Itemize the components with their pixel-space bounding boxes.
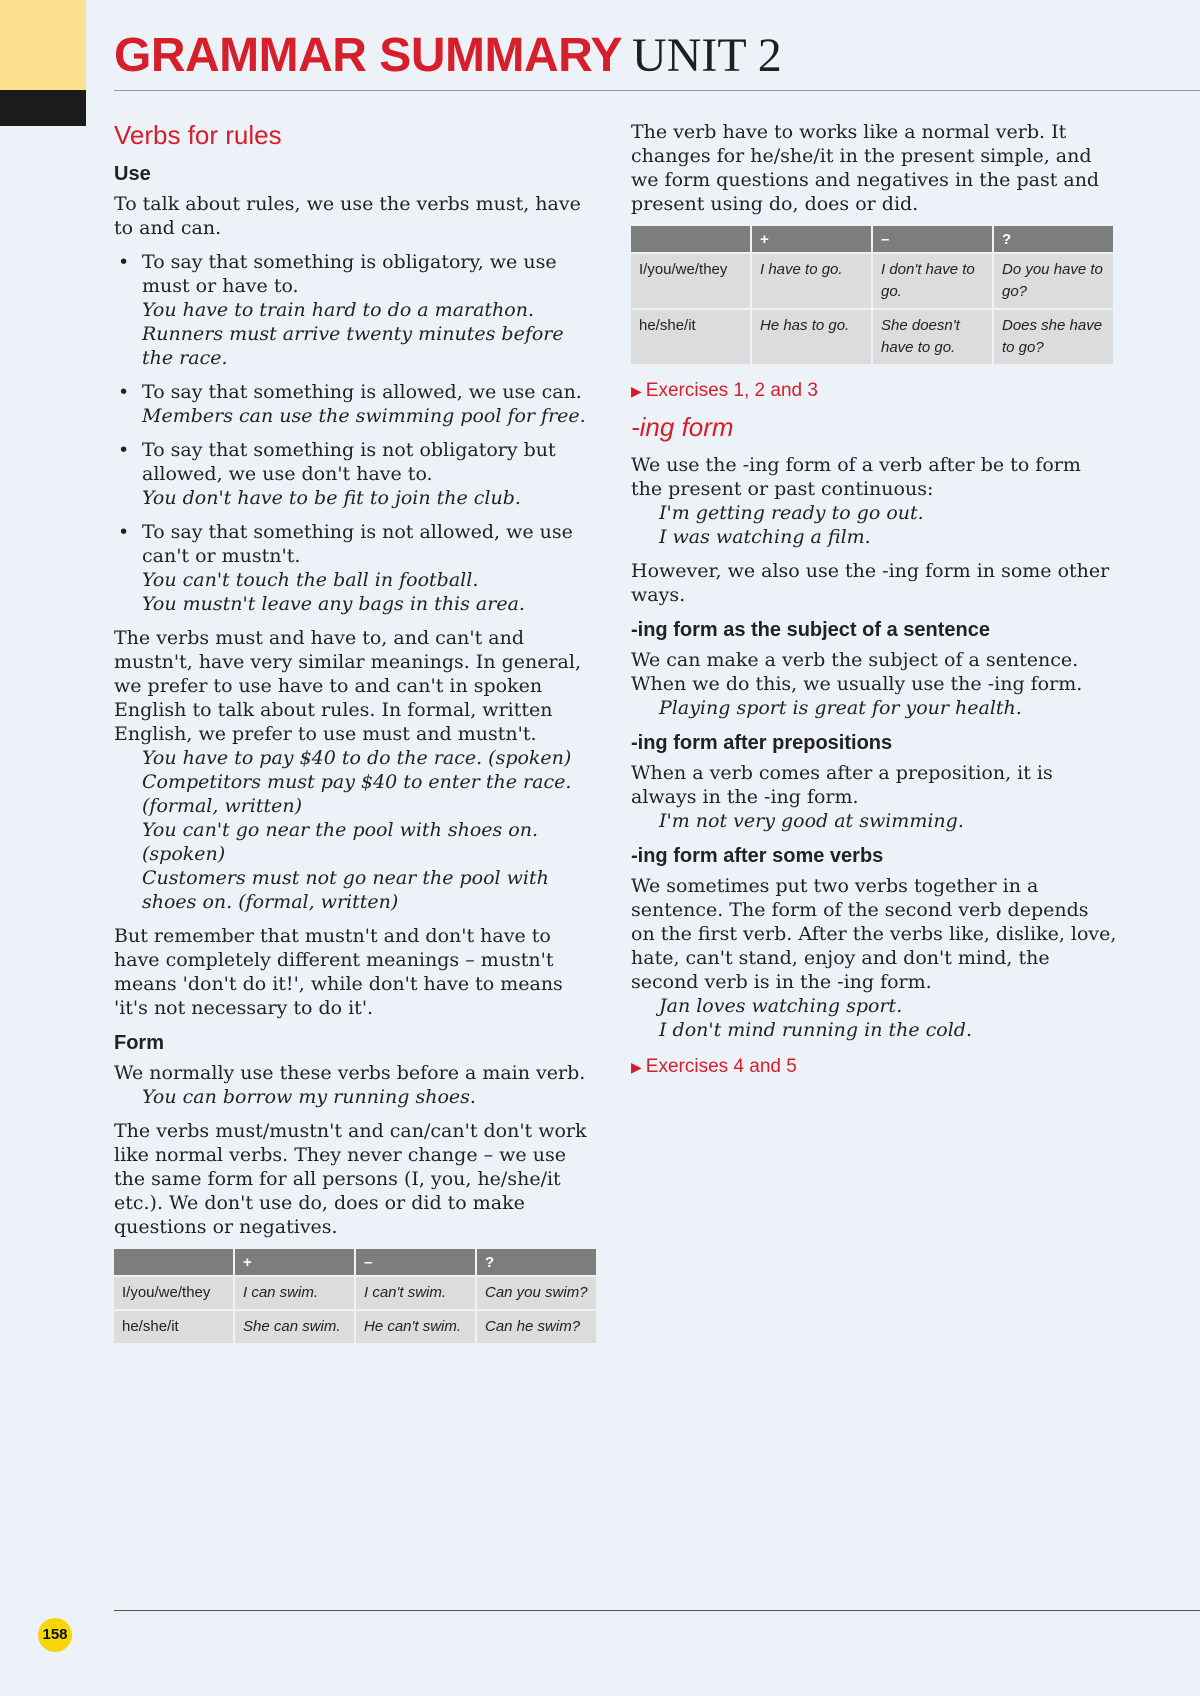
table-header-cell: + (752, 226, 871, 252)
bullet-example: You can't touch the ball in football. (142, 569, 479, 591)
exercises-link-2[interactable] (631, 1056, 1118, 1078)
corner-yellow-block (0, 0, 86, 90)
corner-black-block (0, 90, 86, 126)
bullet-example: You have to train hard to do a marathon. (142, 299, 535, 321)
header-divider (114, 90, 1200, 91)
table-cell: She can swim. (235, 1311, 354, 1343)
page-number-badge: 158 (38, 1618, 72, 1652)
table-cell: he/she/it (114, 1311, 233, 1343)
table-cell: Does she have to go? (994, 310, 1113, 364)
some-verbs-heading: -ing form after some verbs (631, 845, 884, 867)
table-header-cell (631, 226, 750, 252)
bullet-text: To say that something is not obligatory but allowed, we use don't have to. (142, 439, 556, 485)
bullet-not-obligatory (114, 438, 596, 510)
prepositions-heading: -ing form after prepositions (631, 732, 893, 754)
table-cell: he/she/it (631, 310, 750, 364)
subject-text: We can make a verb the subject of a sentence. When we do this, we usually use the -ing form. (631, 649, 1083, 695)
triangle-icon: ▶ (631, 1059, 642, 1075)
example-line: Customers must not go near the pool with shoes on. (formal, written) (142, 867, 549, 913)
bullet-example: Runners must arrive twenty minutes before the race. (142, 323, 564, 369)
table-header-row (114, 1249, 596, 1275)
table-cell: Can you swim? (477, 1277, 596, 1309)
header-title: GRAMMAR SUMMARY (114, 29, 623, 82)
right-column (631, 120, 1118, 1088)
have-to-paragraph: The verb have to works like a normal verb. It changes for he/she/it in the present simple, and we form questions and negatives in the past and present using do, does or did. (631, 121, 1100, 215)
can-grammar-table (112, 1247, 598, 1345)
bullet-example: You don't have to be fit to join the club. (142, 487, 521, 509)
prepositions-text: When a verb comes after a preposition, it is always in the -ing form. (631, 762, 1053, 808)
have-to-grammar-table (629, 224, 1115, 366)
form-example: You can borrow my running shoes. (142, 1086, 476, 1108)
form-text-2: The verbs must/mustn't and can/can't don't work like normal verbs. They never change – we use the same form for all persons (I, you, he/she/it etc.). We don't use do, does or did to make questions or negatives. (114, 1120, 587, 1238)
table-header-cell (114, 1249, 233, 1275)
table-cell: She doesn't have to go. (873, 310, 992, 364)
table-cell: I don't have to go. (873, 254, 992, 308)
table-cell: I/you/we/they (631, 254, 750, 308)
example-line: Jan loves watching sport. (659, 995, 903, 1017)
example-line: I'm not very good at swimming. (659, 810, 964, 832)
similar-meanings-paragraph: The verbs must and have to, and can't and mustn't, have very similar meanings. In general, we prefer to use have to and can't in spoken English to talk about rules. In formal, written English, we prefer to use must and mustn't. (114, 627, 582, 745)
table-header-cell: + (235, 1249, 354, 1275)
use-heading: Use (114, 163, 151, 185)
table-cell: I/you/we/they (114, 1277, 233, 1309)
rules-bullet-list (114, 250, 596, 616)
table-cell: Can he swim? (477, 1311, 596, 1343)
exercises-link-1[interactable] (631, 380, 1118, 402)
bullet-allowed (114, 380, 596, 428)
ing-other-ways: However, we also use the -ing form in some other ways. (631, 560, 1110, 606)
use-intro: To talk about rules, we use the verbs must, have to and can. (114, 193, 581, 239)
table-cell: He has to go. (752, 310, 871, 364)
footer-divider (114, 1610, 1200, 1611)
subject-heading: -ing form as the subject of a sentence (631, 619, 990, 641)
example-line: I don't mind running in the cold. (659, 1019, 972, 1041)
triangle-icon: ▶ (631, 383, 642, 399)
left-column (114, 116, 596, 1355)
section-title-verbs-for-rules: Verbs for rules (114, 120, 282, 150)
bullet-example: Members can use the swimming pool for free. (142, 405, 586, 427)
form-heading: Form (114, 1032, 164, 1054)
example-line: I'm getting ready to go out. (659, 502, 924, 524)
some-verbs-text: We sometimes put two verbs together in a sentence. The form of the second verb depends on the first verb. After the verbs like, dislike, love, hate, can't stand, enjoy and don't mind, the second verb is in the -ing form. (631, 875, 1117, 993)
table-cell: I can swim. (235, 1277, 354, 1309)
bullet-example: You mustn't leave any bags in this area. (142, 593, 525, 615)
bullet-obligatory (114, 250, 596, 370)
table-row (631, 254, 1113, 308)
table-cell: Do you have to go? (994, 254, 1113, 308)
page-header (114, 28, 782, 83)
header-unit: UNIT 2 (632, 29, 782, 82)
table-row (631, 310, 1113, 364)
remember-paragraph: But remember that mustn't and don't have to have completely different meanings – mustn't means 'don't do it!', while don't have to means 'it's not necessary to do it'. (114, 925, 563, 1019)
table-header-cell: – (873, 226, 992, 252)
bullet-text: To say that something is not allowed, we use can't or mustn't. (142, 521, 573, 567)
bullet-not-allowed (114, 520, 596, 616)
table-cell: He can't swim. (356, 1311, 475, 1343)
table-header-cell: – (356, 1249, 475, 1275)
ing-intro: We use the -ing form of a verb after be to form the present or past continuous: (631, 454, 1081, 500)
table-cell: I have to go. (752, 254, 871, 308)
bullet-text: To say that something is obligatory, we use must or have to. (142, 251, 557, 297)
example-line: You can't go near the pool with shoes on. (spoken) (142, 819, 539, 865)
exercises-link-label: Exercises 1, 2 and 3 (645, 380, 818, 401)
example-line: You have to pay $40 to do the race. (spoken) (142, 747, 572, 769)
table-header-cell: ? (477, 1249, 596, 1275)
table-header-row (631, 226, 1113, 252)
section-title-ing-form: -ing form (631, 412, 734, 442)
example-line: I was watching a film. (659, 526, 871, 548)
bullet-text: To say that something is allowed, we use can. (142, 381, 582, 403)
form-text: We normally use these verbs before a main verb. (114, 1062, 586, 1084)
table-row (114, 1277, 596, 1309)
exercises-link-label: Exercises 4 and 5 (645, 1056, 797, 1077)
example-line: Competitors must pay $40 to enter the race. (formal, written) (142, 771, 572, 817)
example-line: Playing sport is great for your health. (659, 697, 1022, 719)
table-cell: I can't swim. (356, 1277, 475, 1309)
table-header-cell: ? (994, 226, 1113, 252)
table-row (114, 1311, 596, 1343)
